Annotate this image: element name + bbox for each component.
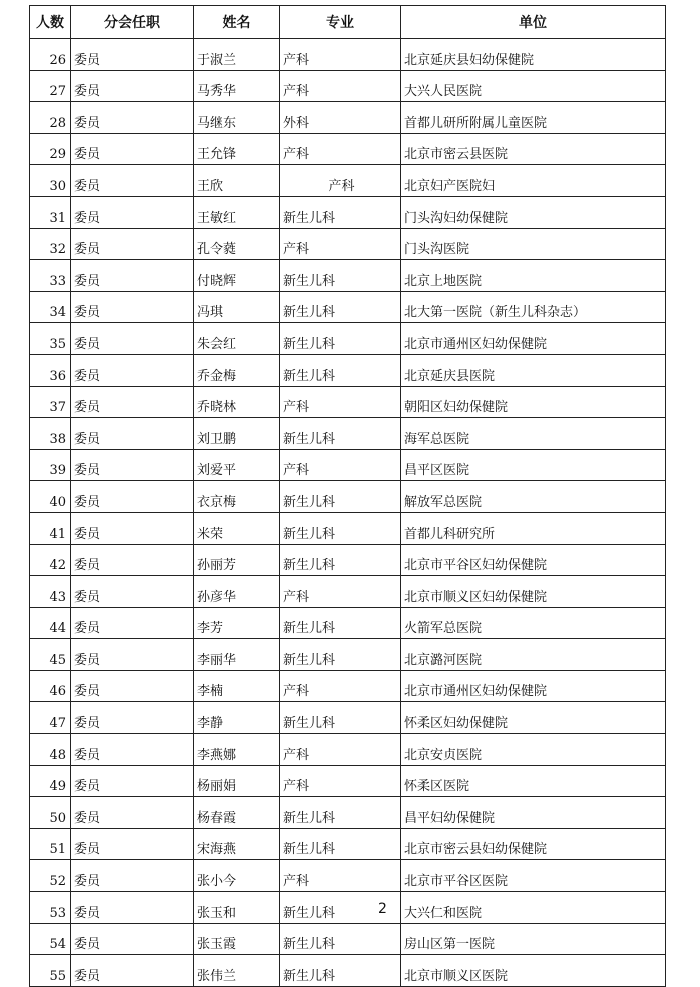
table-row bbox=[30, 133, 666, 165]
cell-name: 李丽华 bbox=[194, 639, 280, 671]
cell-unit: 首都儿科研究所 bbox=[401, 512, 666, 544]
cell-unit: 朝阳区妇幼保健院 bbox=[401, 386, 666, 418]
cell-name: 米荣 bbox=[194, 512, 280, 544]
cell-role: 委员 bbox=[71, 544, 194, 576]
cell-name: 于淑兰 bbox=[194, 39, 280, 71]
cell-unit: 北京市平谷区妇幼保健院 bbox=[401, 544, 666, 576]
table-row bbox=[30, 923, 666, 955]
table-row bbox=[30, 860, 666, 892]
header-name: 姓名 bbox=[194, 6, 280, 39]
table-row bbox=[30, 892, 666, 924]
cell-role: 委员 bbox=[71, 70, 194, 102]
cell-major: 新生儿科 bbox=[280, 481, 401, 513]
cell-role: 委员 bbox=[71, 133, 194, 165]
cell-unit: 北京市顺义区妇幼保健院 bbox=[401, 576, 666, 608]
cell-role: 委员 bbox=[71, 260, 194, 292]
cell-role: 委员 bbox=[71, 354, 194, 386]
cell-name: 张玉和 bbox=[194, 892, 280, 924]
cell-major: 新生儿科 bbox=[280, 544, 401, 576]
cell-unit: 北京妇产医院妇 bbox=[401, 165, 666, 197]
cell-name: 马继东 bbox=[194, 102, 280, 134]
cell-major: 新生儿科 bbox=[280, 418, 401, 450]
cell-major: 新生儿科 bbox=[280, 892, 401, 924]
cell-name: 冯琪 bbox=[194, 291, 280, 323]
cell-count: 55 bbox=[30, 955, 71, 987]
table-row bbox=[30, 639, 666, 671]
cell-name: 李芳 bbox=[194, 607, 280, 639]
cell-role: 委员 bbox=[71, 923, 194, 955]
cell-major: 产科 bbox=[280, 70, 401, 102]
cell-role: 委员 bbox=[71, 797, 194, 829]
cell-role: 委员 bbox=[71, 291, 194, 323]
cell-name: 乔晓林 bbox=[194, 386, 280, 418]
cell-name: 刘卫鹏 bbox=[194, 418, 280, 450]
cell-role: 委员 bbox=[71, 449, 194, 481]
cell-name: 孙彦华 bbox=[194, 576, 280, 608]
cell-unit: 北京延庆县医院 bbox=[401, 354, 666, 386]
table-row bbox=[30, 165, 666, 197]
table-row bbox=[30, 702, 666, 734]
cell-major: 新生儿科 bbox=[280, 955, 401, 987]
cell-role: 委员 bbox=[71, 765, 194, 797]
cell-major: 新生儿科 bbox=[280, 196, 401, 228]
cell-major: 新生儿科 bbox=[280, 512, 401, 544]
cell-unit: 北京市平谷区医院 bbox=[401, 860, 666, 892]
cell-count: 54 bbox=[30, 923, 71, 955]
cell-role: 委员 bbox=[71, 607, 194, 639]
cell-role: 委员 bbox=[71, 418, 194, 450]
table-body bbox=[30, 39, 666, 987]
cell-unit: 北京市顺义区医院 bbox=[401, 955, 666, 987]
cell-count: 39 bbox=[30, 449, 71, 481]
cell-count: 51 bbox=[30, 828, 71, 860]
cell-count: 45 bbox=[30, 639, 71, 671]
cell-major: 产科 bbox=[280, 386, 401, 418]
table-row bbox=[30, 418, 666, 450]
cell-count: 40 bbox=[30, 481, 71, 513]
cell-major: 产科 bbox=[280, 734, 401, 766]
table-row bbox=[30, 196, 666, 228]
cell-name: 宋海燕 bbox=[194, 828, 280, 860]
member-table bbox=[29, 5, 666, 987]
cell-unit: 房山区第一医院 bbox=[401, 923, 666, 955]
cell-name: 孔令蕤 bbox=[194, 228, 280, 260]
cell-count: 49 bbox=[30, 765, 71, 797]
cell-count: 48 bbox=[30, 734, 71, 766]
table-row bbox=[30, 386, 666, 418]
cell-name: 王敏红 bbox=[194, 196, 280, 228]
cell-major: 新生儿科 bbox=[280, 260, 401, 292]
cell-count: 41 bbox=[30, 512, 71, 544]
cell-role: 委员 bbox=[71, 892, 194, 924]
cell-count: 42 bbox=[30, 544, 71, 576]
cell-unit: 北京安贞医院 bbox=[401, 734, 666, 766]
cell-count: 30 bbox=[30, 165, 71, 197]
cell-count: 47 bbox=[30, 702, 71, 734]
cell-role: 委员 bbox=[71, 386, 194, 418]
cell-name: 李燕娜 bbox=[194, 734, 280, 766]
table-row bbox=[30, 607, 666, 639]
cell-role: 委员 bbox=[71, 196, 194, 228]
cell-unit: 北京延庆县妇幼保健院 bbox=[401, 39, 666, 71]
cell-major: 新生儿科 bbox=[280, 923, 401, 955]
cell-major: 新生儿科 bbox=[280, 354, 401, 386]
table-row bbox=[30, 39, 666, 71]
cell-unit: 北京潞河医院 bbox=[401, 639, 666, 671]
table-row bbox=[30, 291, 666, 323]
cell-unit: 昌平妇幼保健院 bbox=[401, 797, 666, 829]
cell-name: 衣京梅 bbox=[194, 481, 280, 513]
table-row bbox=[30, 576, 666, 608]
cell-role: 委员 bbox=[71, 228, 194, 260]
cell-name: 李静 bbox=[194, 702, 280, 734]
cell-unit: 首都儿研所附属儿童医院 bbox=[401, 102, 666, 134]
cell-name: 杨丽娟 bbox=[194, 765, 280, 797]
cell-major: 新生儿科 bbox=[280, 639, 401, 671]
cell-count: 31 bbox=[30, 196, 71, 228]
cell-major: 新生儿科 bbox=[280, 797, 401, 829]
cell-name: 张伟兰 bbox=[194, 955, 280, 987]
cell-count: 38 bbox=[30, 418, 71, 450]
header-count: 人数 bbox=[30, 6, 71, 39]
cell-major: 新生儿科 bbox=[280, 323, 401, 355]
cell-unit: 昌平区医院 bbox=[401, 449, 666, 481]
cell-unit: 门头沟医院 bbox=[401, 228, 666, 260]
cell-major: 外科 bbox=[280, 102, 401, 134]
cell-unit: 北京上地医院 bbox=[401, 260, 666, 292]
cell-count: 32 bbox=[30, 228, 71, 260]
cell-role: 委员 bbox=[71, 955, 194, 987]
cell-unit: 火箭军总医院 bbox=[401, 607, 666, 639]
cell-count: 27 bbox=[30, 70, 71, 102]
cell-unit: 解放军总医院 bbox=[401, 481, 666, 513]
cell-major: 新生儿科 bbox=[280, 702, 401, 734]
table-row bbox=[30, 512, 666, 544]
cell-name: 乔金梅 bbox=[194, 354, 280, 386]
cell-count: 46 bbox=[30, 670, 71, 702]
cell-major: 产科 bbox=[280, 670, 401, 702]
cell-major: 新生儿科 bbox=[280, 828, 401, 860]
table-row bbox=[30, 828, 666, 860]
table-row bbox=[30, 228, 666, 260]
cell-role: 委员 bbox=[71, 323, 194, 355]
cell-role: 委员 bbox=[71, 860, 194, 892]
table-row bbox=[30, 260, 666, 292]
table-row bbox=[30, 323, 666, 355]
cell-unit: 北京市密云县医院 bbox=[401, 133, 666, 165]
cell-unit: 大兴人民医院 bbox=[401, 70, 666, 102]
cell-unit: 北京市通州区妇幼保健院 bbox=[401, 670, 666, 702]
header-unit: 单位 bbox=[401, 6, 666, 39]
cell-unit: 海军总医院 bbox=[401, 418, 666, 450]
header-role: 分会任职 bbox=[71, 6, 194, 39]
cell-name: 马秀华 bbox=[194, 70, 280, 102]
cell-count: 50 bbox=[30, 797, 71, 829]
cell-role: 委员 bbox=[71, 639, 194, 671]
table-row bbox=[30, 670, 666, 702]
cell-count: 35 bbox=[30, 323, 71, 355]
cell-major: 产科 bbox=[280, 576, 401, 608]
cell-name: 杨春霞 bbox=[194, 797, 280, 829]
cell-major: 产科 bbox=[280, 133, 401, 165]
cell-major: 新生儿科 bbox=[280, 607, 401, 639]
table-row bbox=[30, 797, 666, 829]
cell-unit: 北京市通州区妇幼保健院 bbox=[401, 323, 666, 355]
table-row bbox=[30, 955, 666, 987]
cell-major: 产科 bbox=[280, 860, 401, 892]
table-row bbox=[30, 449, 666, 481]
cell-count: 36 bbox=[30, 354, 71, 386]
cell-name: 刘爱平 bbox=[194, 449, 280, 481]
cell-count: 26 bbox=[30, 39, 71, 71]
cell-role: 委员 bbox=[71, 165, 194, 197]
cell-unit: 怀柔区医院 bbox=[401, 765, 666, 797]
cell-major: 产科 bbox=[280, 165, 401, 197]
cell-count: 43 bbox=[30, 576, 71, 608]
cell-name: 孙丽芳 bbox=[194, 544, 280, 576]
cell-major: 新生儿科 bbox=[280, 291, 401, 323]
cell-role: 委员 bbox=[71, 512, 194, 544]
page-number: 2 bbox=[378, 901, 387, 917]
cell-role: 委员 bbox=[71, 481, 194, 513]
table-row bbox=[30, 354, 666, 386]
cell-count: 28 bbox=[30, 102, 71, 134]
cell-role: 委员 bbox=[71, 734, 194, 766]
cell-name: 张玉霞 bbox=[194, 923, 280, 955]
cell-count: 34 bbox=[30, 291, 71, 323]
cell-name: 李楠 bbox=[194, 670, 280, 702]
header-major: 专业 bbox=[280, 6, 401, 39]
cell-count: 37 bbox=[30, 386, 71, 418]
cell-unit: 门头沟妇幼保健院 bbox=[401, 196, 666, 228]
cell-name: 朱会红 bbox=[194, 323, 280, 355]
cell-role: 委员 bbox=[71, 702, 194, 734]
cell-unit: 北京市密云县妇幼保健院 bbox=[401, 828, 666, 860]
cell-name: 张小今 bbox=[194, 860, 280, 892]
cell-unit: 怀柔区妇幼保健院 bbox=[401, 702, 666, 734]
table-row bbox=[30, 70, 666, 102]
header-row bbox=[30, 6, 666, 39]
cell-name: 王允锋 bbox=[194, 133, 280, 165]
table-row bbox=[30, 544, 666, 576]
cell-major: 产科 bbox=[280, 765, 401, 797]
cell-role: 委员 bbox=[71, 102, 194, 134]
table-row bbox=[30, 102, 666, 134]
cell-major: 产科 bbox=[280, 39, 401, 71]
cell-count: 33 bbox=[30, 260, 71, 292]
cell-role: 委员 bbox=[71, 670, 194, 702]
cell-major: 产科 bbox=[280, 228, 401, 260]
cell-unit: 大兴仁和医院 bbox=[401, 892, 666, 924]
cell-count: 44 bbox=[30, 607, 71, 639]
cell-name: 王欣 bbox=[194, 165, 280, 197]
cell-role: 委员 bbox=[71, 828, 194, 860]
table-row bbox=[30, 481, 666, 513]
cell-role: 委员 bbox=[71, 576, 194, 608]
cell-count: 52 bbox=[30, 860, 71, 892]
cell-unit: 北大第一医院（新生儿科杂志） bbox=[401, 291, 666, 323]
cell-name: 付晓辉 bbox=[194, 260, 280, 292]
cell-count: 29 bbox=[30, 133, 71, 165]
cell-major: 产科 bbox=[280, 449, 401, 481]
table-row bbox=[30, 734, 666, 766]
cell-role: 委员 bbox=[71, 39, 194, 71]
cell-count: 53 bbox=[30, 892, 71, 924]
table-row bbox=[30, 765, 666, 797]
